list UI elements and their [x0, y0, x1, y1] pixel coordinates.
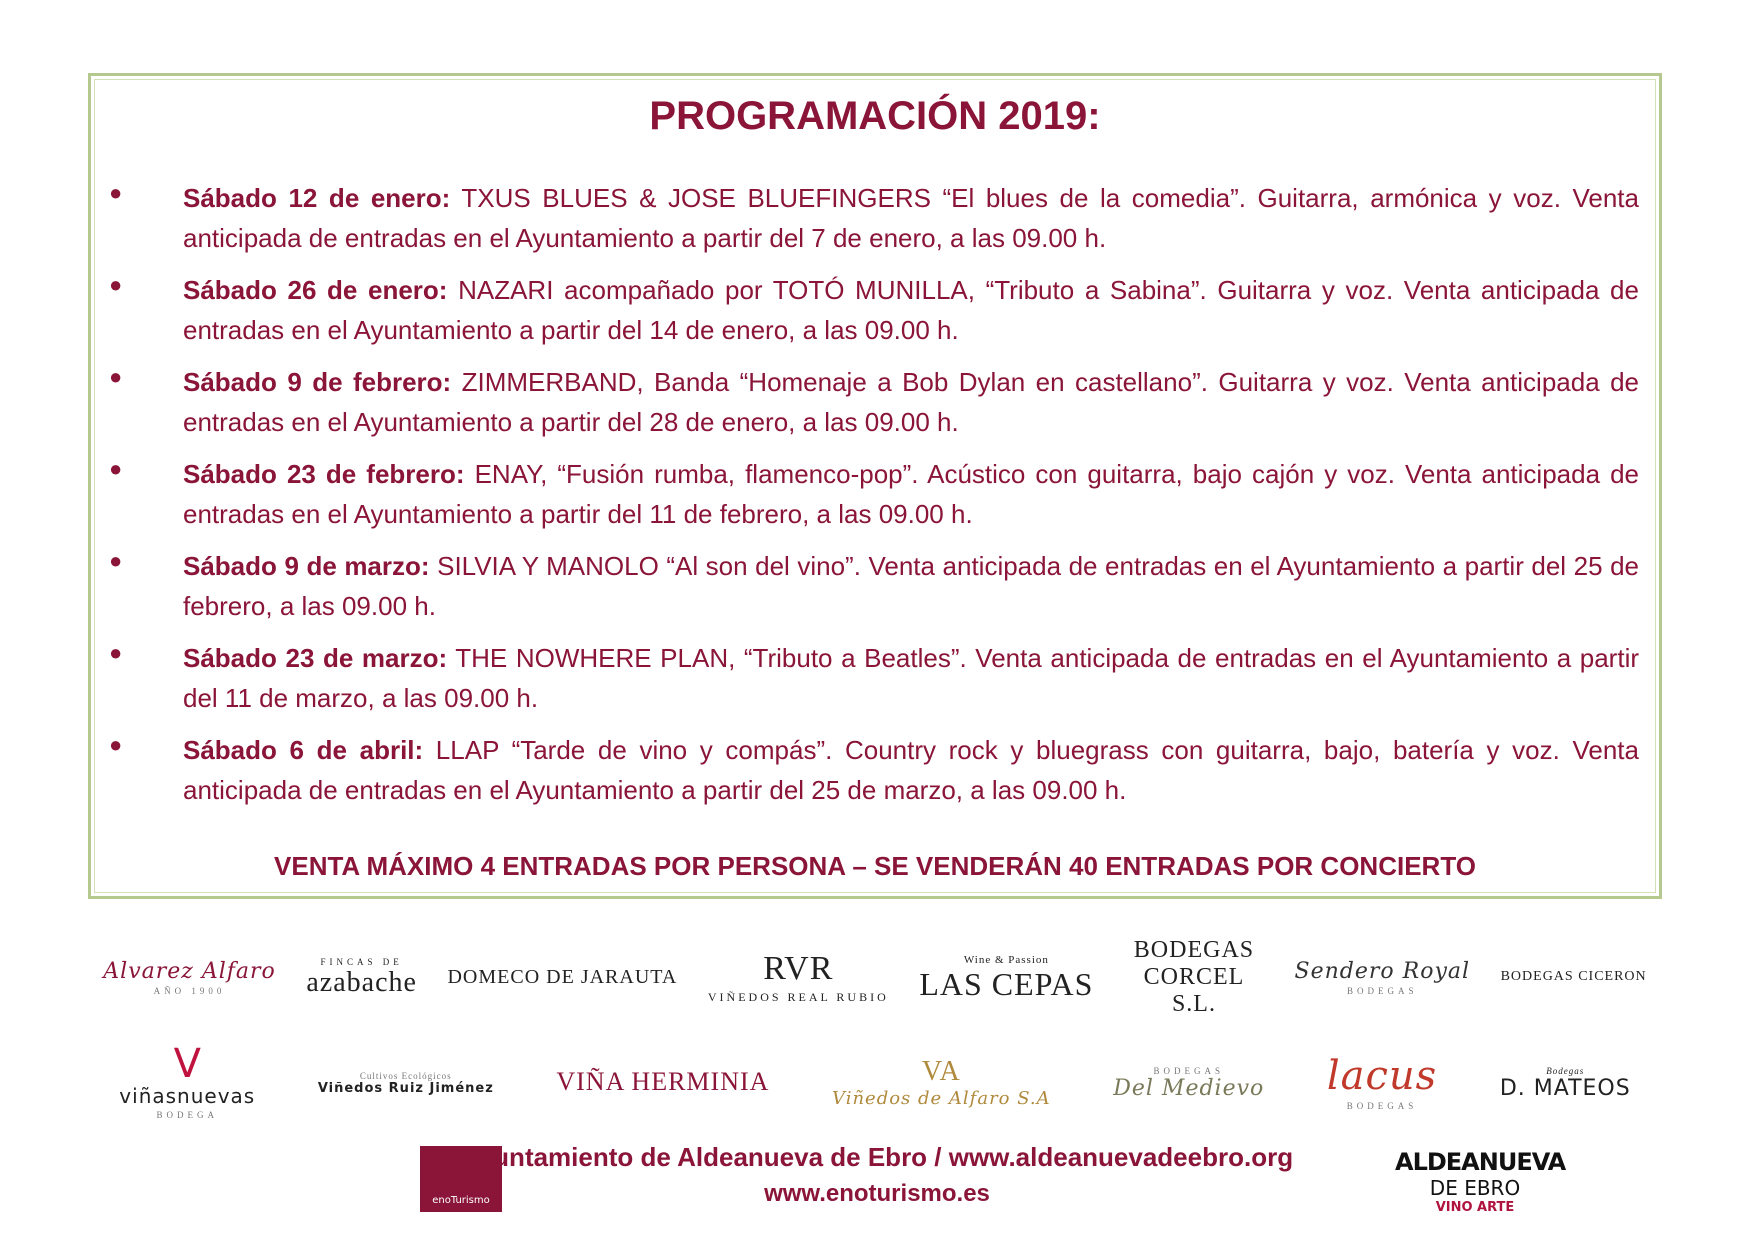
event-description: ENAY, “Fusión rumba, flamenco-pop”. Acústico con guitarra, bajo cajón y voz. Venta anticipada de entradas en el Ayuntamiento a partir del 11 de febrero, a las 09.00 h. [183, 459, 1640, 529]
event-description: THE NOWHERE PLAN, “Tributo a Beatles”. Venta anticipada de entradas en el Ayuntamiento a partir del 11 de marzo, a las 09.00 h. [183, 643, 1640, 713]
bullet-icon: ● [109, 272, 123, 297]
list-item [91, 638, 1659, 718]
ayuntamiento-link[interactable]: Ayuntamiento de Aldeanueva de Ebro / www.aldeanuevadeebro.org [460, 1142, 1294, 1172]
page-title: PROGRAMACIÓN 2019: [649, 94, 1101, 138]
list-item [91, 730, 1659, 810]
sponsor-logo: FINCAS DE azabache [306, 957, 417, 998]
list-item [91, 454, 1659, 534]
sponsor-logo: lacus BODEGAS [1326, 1053, 1438, 1111]
aldeanueva-logo: ALDEANUEVA DE EBRO VINO ARTE [1395, 1148, 1566, 1215]
bullet-icon: ● [109, 364, 123, 389]
enoturismo-link[interactable]: www.enoturismo.es [764, 1180, 990, 1207]
sponsor-logo: DOMECO DE JARAUTA [447, 965, 678, 988]
v-logo-icon: V [173, 1041, 201, 1087]
sponsor-logo: Bodegas D. MATEOS [1499, 1065, 1631, 1101]
event-date: Sábado 23 de febrero: [183, 459, 465, 489]
sponsor-logo: BODEGAS CORCEL S.L. [1133, 936, 1255, 1017]
bullet-icon: ● [109, 180, 123, 205]
sponsor-logo: BODEGAS CICERON [1500, 969, 1647, 984]
list-item [91, 362, 1659, 442]
bullet-icon: ● [109, 548, 123, 573]
bullet-icon: ● [109, 732, 123, 757]
sponsor-logo: VA Viñedos de Alfaro S.A [832, 1055, 1051, 1109]
sponsor-logo: VIÑA HERMINIA [556, 1067, 770, 1096]
event-date: Sábado 23 de marzo: [183, 643, 448, 673]
event-list [91, 178, 1659, 822]
event-date: Sábado 12 de enero: [183, 183, 451, 213]
list-item [91, 270, 1659, 350]
event-description: TXUS BLUES & JOSE BLUEFINGERS “El blues de la comedia”. Guitarra, armónica y voz. Venta anticipada de entradas en el Ayuntamiento a partir del 7 de enero, a las 09.00 h. [183, 183, 1639, 253]
bullet-icon: ● [109, 456, 123, 481]
sponsor-logo: V viñasnuevas BODEGA [119, 1041, 256, 1120]
sponsor-logo: BODEGAS Del Medievo [1113, 1065, 1265, 1101]
list-item [91, 178, 1659, 258]
sponsor-logo: Alvarez Alfaro AÑO 1900 [103, 958, 276, 996]
sponsor-logo: Cultivos Ecológicos Viñedos Ruiz Jiménez [317, 1070, 494, 1096]
event-date: Sábado 6 de abril: [183, 735, 424, 765]
list-item [91, 546, 1659, 626]
bullet-icon: ● [109, 640, 123, 665]
sponsor-logo: Sendero Royal BODEGAS [1294, 958, 1471, 996]
event-description: LLAP “Tarde de vino y compás”. Country rock y bluegrass con guitarra, bajo, batería y voz. Venta anticipada de entradas en el Ayuntamiento a partir del 25 de marzo, a las 09.00 h. [183, 735, 1639, 805]
event-date: Sábado 9 de febrero: [183, 367, 452, 397]
event-date: Sábado 9 de marzo: [183, 551, 430, 581]
sponsor-logo: RVR VIÑEDOS REAL RUBIO [707, 949, 889, 1004]
sale-notice: VENTA MÁXIMO 4 ENTRADAS POR PERSONA – SE VENDERÁN 40 ENTRADAS POR CONCIERTO [274, 851, 1476, 881]
enoturismo-logo: enoTurismo [420, 1146, 502, 1212]
sponsor-logos-row-1 [88, 932, 1662, 1022]
event-description: NAZARI acompañado por TOTÓ MUNILLA, “Tributo a Sabina”. Guitarra y voz. Venta anticipada de entradas en el Ayuntamiento a partir del 14 de enero, a las 09.00 h. [183, 275, 1639, 345]
sponsor-logo: Wine & Passion LAS CEPAS [919, 953, 1094, 1002]
event-description: SILVIA Y MANOLO “Al son del vino”. Venta anticipada de entradas en el Ayuntamiento a partir del 25 de febrero, a las 09.00 h. [183, 551, 1639, 621]
sponsor-logos-row-2 [88, 1042, 1662, 1122]
program-frame [88, 73, 1662, 899]
event-date: Sábado 26 de enero: [183, 275, 448, 305]
event-description: ZIMMERBAND, Banda “Homenaje a Bob Dylan en castellano”. Guitarra y voz. Venta anticipada de entradas en el Ayuntamiento a partir del 28 de enero, a las 09.00 h. [183, 367, 1640, 437]
